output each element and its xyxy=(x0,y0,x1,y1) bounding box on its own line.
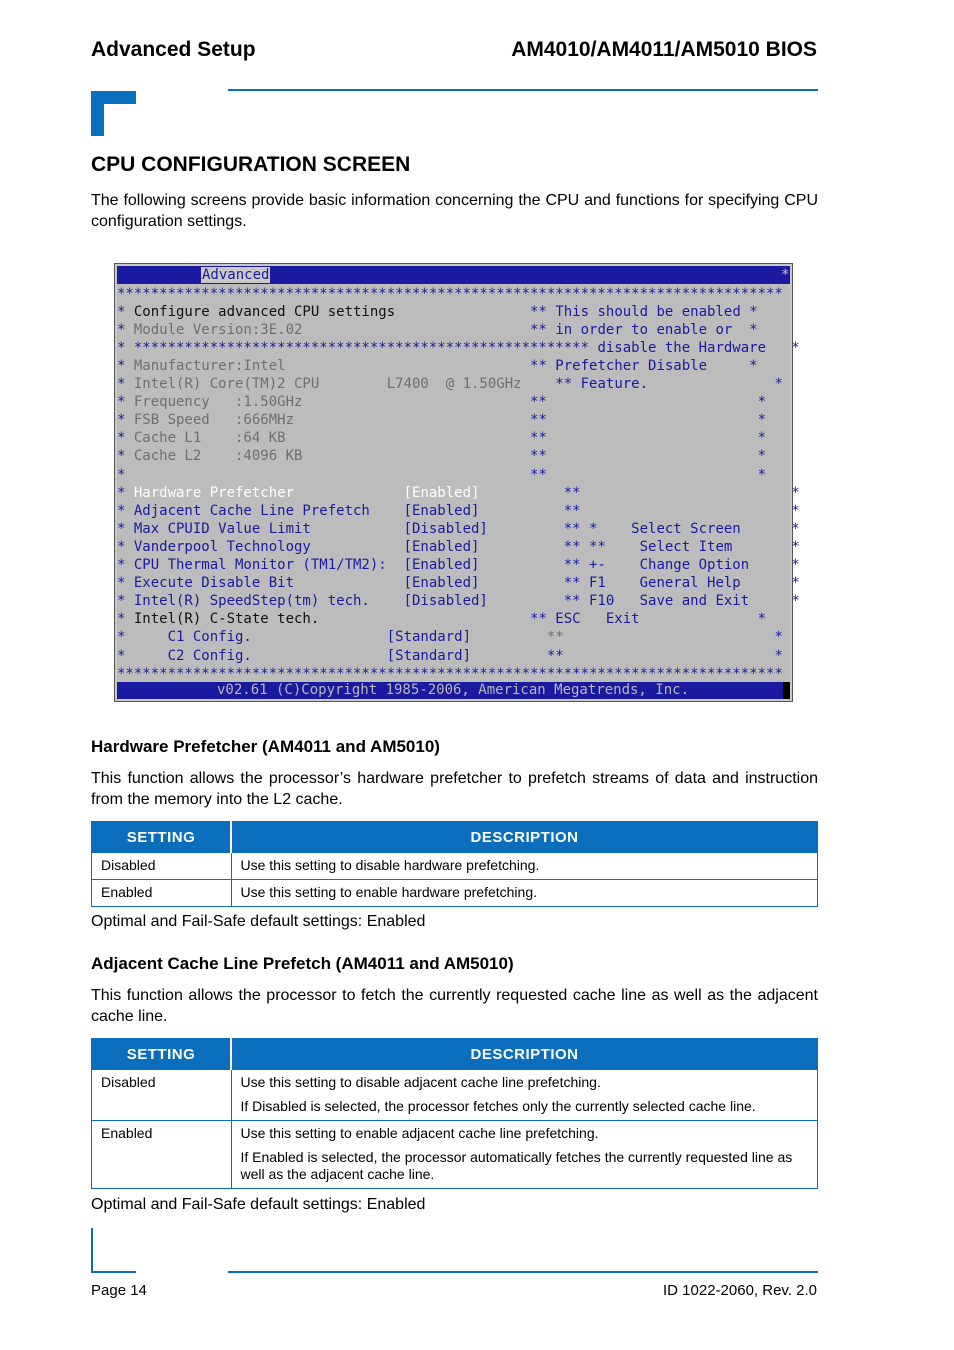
description-cell xyxy=(231,880,818,907)
table-header-description: DESCRIPTION xyxy=(231,1039,818,1070)
bios-text: * xyxy=(117,376,134,392)
bios-text: ** xyxy=(302,321,556,338)
bios-line xyxy=(117,647,783,665)
bios-text: * xyxy=(749,593,800,610)
bios-line xyxy=(117,303,758,321)
footer-rule xyxy=(228,1271,818,1273)
bios-line xyxy=(117,520,800,538)
adjacent-cache-body: This function allows the processor to fetch the currently requested cache line as well as the adjacent cache line. xyxy=(91,987,818,1025)
hw-prefetcher-body: This function allows the processor’s hardware prefetcher to prefetch streams of data and instruction from the memory into the L2 cache. xyxy=(91,770,818,808)
bios-copyright: v02.61 (C)Copyright 1985-2006, American Megatrends, Inc. xyxy=(217,682,690,698)
bios-text: * xyxy=(117,394,134,411)
hw-prefetcher-defaults: Optimal and Fail-Safe default settings: Enabled xyxy=(91,913,426,930)
bios-text: ** xyxy=(302,448,547,465)
bios-text: * xyxy=(117,357,134,374)
bios-text: FSB Speed :666MHz xyxy=(133,412,295,429)
setting-cell: Enabled xyxy=(92,1121,232,1189)
description-text: Use this setting to disable hardware prefetching. xyxy=(240,857,540,873)
bios-text: * xyxy=(117,430,134,447)
bios-text: ** xyxy=(125,466,547,483)
bios-line xyxy=(117,393,766,411)
bios-text: Select Screen xyxy=(631,520,741,537)
setting-cell: Disabled xyxy=(92,1070,232,1121)
bios-text: ** xyxy=(285,357,556,374)
section-title: CPU CONFIGURATION SCREEN xyxy=(91,153,411,176)
bios-text: Cache L2 :4096 KB xyxy=(133,448,303,465)
bios-text: ******************************************************************************* xyxy=(117,285,783,302)
bios-text: * Vanderpool Technology [Enabled] ** ** xyxy=(117,538,640,555)
bios-text: Prefetcher Disable xyxy=(555,357,708,374)
header-section-title: Advanced Setup xyxy=(91,38,256,61)
bios-text: Configure advanced CPU settings xyxy=(133,303,396,320)
bios-text: Hardware Prefetcher xyxy=(133,484,295,501)
bios-line xyxy=(117,592,800,610)
bios-text: Select Item xyxy=(639,538,733,555)
description-text: If Disabled is selected, the processor fetches only the currently selected cache line. xyxy=(240,1098,756,1114)
bios-text: Exit xyxy=(605,611,640,628)
bios-text: * xyxy=(740,575,800,592)
bios-line xyxy=(117,339,800,357)
corner-mark-top xyxy=(91,91,136,136)
bios-text: * xyxy=(749,557,800,573)
table-header-description: DESCRIPTION xyxy=(231,822,818,853)
bios-text: * xyxy=(707,357,758,374)
bios-tab-advanced: Advanced xyxy=(202,267,270,283)
bios-text: ** xyxy=(302,394,547,411)
bios-text: Frequency :1.50GHz xyxy=(133,394,303,411)
bios-text: * xyxy=(639,611,767,628)
page-number: Page 14 xyxy=(91,1282,147,1299)
bios-text xyxy=(294,485,404,501)
bios-text: ******************************************************************************* xyxy=(117,665,783,682)
bios-copyright-bar xyxy=(117,682,783,699)
table-row xyxy=(92,1070,818,1121)
bios-text: Feature. xyxy=(580,376,649,392)
bios-text: * CPU Thermal Monitor (TM1/TM2): [Enabled] ** +- xyxy=(117,557,640,573)
bios-line xyxy=(117,357,758,375)
bios-text: ** xyxy=(521,376,581,392)
bios-text: * xyxy=(580,484,800,501)
bios-line xyxy=(117,429,766,447)
description-text: Use this setting to enable hardware prefetching. xyxy=(240,884,538,900)
bios-screenshot xyxy=(114,263,800,702)
table-row xyxy=(92,1121,818,1189)
bios-top-star: * xyxy=(781,267,790,283)
setting-cell: Disabled xyxy=(92,853,232,880)
bios-line xyxy=(117,502,800,520)
bios-text: * xyxy=(563,629,783,646)
bios-text: * xyxy=(117,484,134,501)
bios-text: * C1 Config. [Standard] xyxy=(117,629,547,646)
bios-text: * xyxy=(117,448,134,465)
bios-title-bar xyxy=(117,266,790,284)
bios-text: [Enabled] xyxy=(403,484,480,501)
bios-text: * xyxy=(117,412,134,429)
bios-line xyxy=(117,466,766,484)
bios-text: Save and Exit xyxy=(639,593,750,610)
bios-text: General Help xyxy=(639,575,741,592)
bios-line xyxy=(117,665,783,683)
description-text: Use this setting to enable adjacent cache line prefetching. xyxy=(240,1125,599,1141)
bios-text: * Intel(R) SpeedStep(tm) tech. [Disabled] ** F10 xyxy=(117,593,640,610)
bios-line xyxy=(117,285,783,303)
table-header-setting: SETTING xyxy=(92,822,232,853)
bios-line xyxy=(117,538,800,556)
bios-text: * xyxy=(580,502,800,519)
bios-line xyxy=(117,447,766,465)
table-row xyxy=(92,880,818,907)
bios-text: * Adjacent Cache Line Prefetch [Enabled] ** xyxy=(117,502,581,519)
bios-text: * xyxy=(740,520,800,537)
description-cell xyxy=(231,1070,818,1121)
bios-text: Intel(R) C-State tech. xyxy=(133,611,320,628)
bios-line xyxy=(117,321,758,339)
bios-text: disable the Hardware xyxy=(597,339,767,356)
bios-text: * xyxy=(546,430,767,447)
bios-text: * xyxy=(117,466,126,483)
bios-line xyxy=(117,484,800,502)
bios-screen xyxy=(117,266,800,699)
corner-mark-bottom xyxy=(91,1228,136,1273)
description-text: If Enabled is selected, the processor automatically fetches the currently requested line as well as the adjacent cache line. xyxy=(240,1149,793,1182)
bios-text: * xyxy=(563,647,783,664)
bios-text: in order to enable or xyxy=(555,321,733,338)
bios-text: ** xyxy=(546,629,564,646)
bios-text: ** ESC xyxy=(319,611,606,628)
bios-text: * xyxy=(766,339,800,356)
setting-cell: Enabled xyxy=(92,880,232,907)
bios-text: * xyxy=(740,303,758,320)
bios-line xyxy=(117,628,783,646)
bios-text: Change Option xyxy=(639,557,750,573)
bios-line xyxy=(117,556,800,574)
bios-text: * Execute Disable Bit [Enabled] ** F1 xyxy=(117,575,640,592)
bios-text: Cache L1 :64 KB xyxy=(133,430,286,447)
bios-line xyxy=(117,574,800,592)
bios-line xyxy=(117,375,783,393)
bios-line xyxy=(117,610,766,628)
bios-text: * xyxy=(546,394,767,411)
header-manual-title: AM4010/AM4011/AM5010 BIOS xyxy=(511,38,817,61)
section-intro: The following screens provide basic information concerning the CPU and functions for specifying CPU configuration settings. xyxy=(91,192,818,230)
bios-text: Module Version:3E.02 xyxy=(133,321,303,338)
bios-text: ** xyxy=(294,412,547,429)
bios-text: ** xyxy=(479,484,581,501)
bios-text: * C2 Config. [Standard] ** xyxy=(117,647,564,664)
bios-text: * xyxy=(546,466,767,483)
adjacent-cache-table xyxy=(91,1038,818,1189)
hw-prefetcher-table xyxy=(91,821,818,907)
table-header-setting: SETTING xyxy=(92,1039,232,1070)
description-cell xyxy=(231,1121,818,1189)
bios-text: Manufacturer:Intel xyxy=(133,357,286,374)
bios-text: * xyxy=(732,321,758,338)
bios-footer-cursor xyxy=(783,682,790,699)
bios-text: Intel(R) Core(TM)2 CPU L7400 @ 1.50GHz xyxy=(133,376,522,392)
adjacent-cache-heading: Adjacent Cache Line Prefetch (AM4011 and AM5010) xyxy=(91,954,514,973)
bios-text: * xyxy=(546,412,767,429)
bios-text: * xyxy=(117,321,134,338)
description-cell xyxy=(231,853,818,880)
document-id: ID 1022-2060, Rev. 2.0 xyxy=(663,1282,817,1299)
header-rule xyxy=(228,89,818,91)
bios-text: ** xyxy=(395,303,556,320)
adjacent-cache-defaults: Optimal and Fail-Safe default settings: Enabled xyxy=(91,1196,426,1213)
bios-text: * Max CPUID Value Limit [Disabled] ** * xyxy=(117,520,632,537)
bios-text: * ****************************************************** xyxy=(117,339,598,356)
bios-text: * xyxy=(546,448,767,465)
bios-text: ** xyxy=(285,430,547,447)
bios-text: * xyxy=(117,303,134,320)
bios-line xyxy=(117,411,766,429)
bios-text: This should be enabled xyxy=(555,303,741,320)
bios-text: * xyxy=(648,376,783,392)
bios-text: * xyxy=(117,611,134,628)
table-row xyxy=(92,853,818,880)
description-text: Use this setting to disable adjacent cache line prefetching. xyxy=(240,1074,601,1090)
bios-text: * xyxy=(732,538,800,555)
hw-prefetcher-heading: Hardware Prefetcher (AM4011 and AM5010) xyxy=(91,737,440,756)
